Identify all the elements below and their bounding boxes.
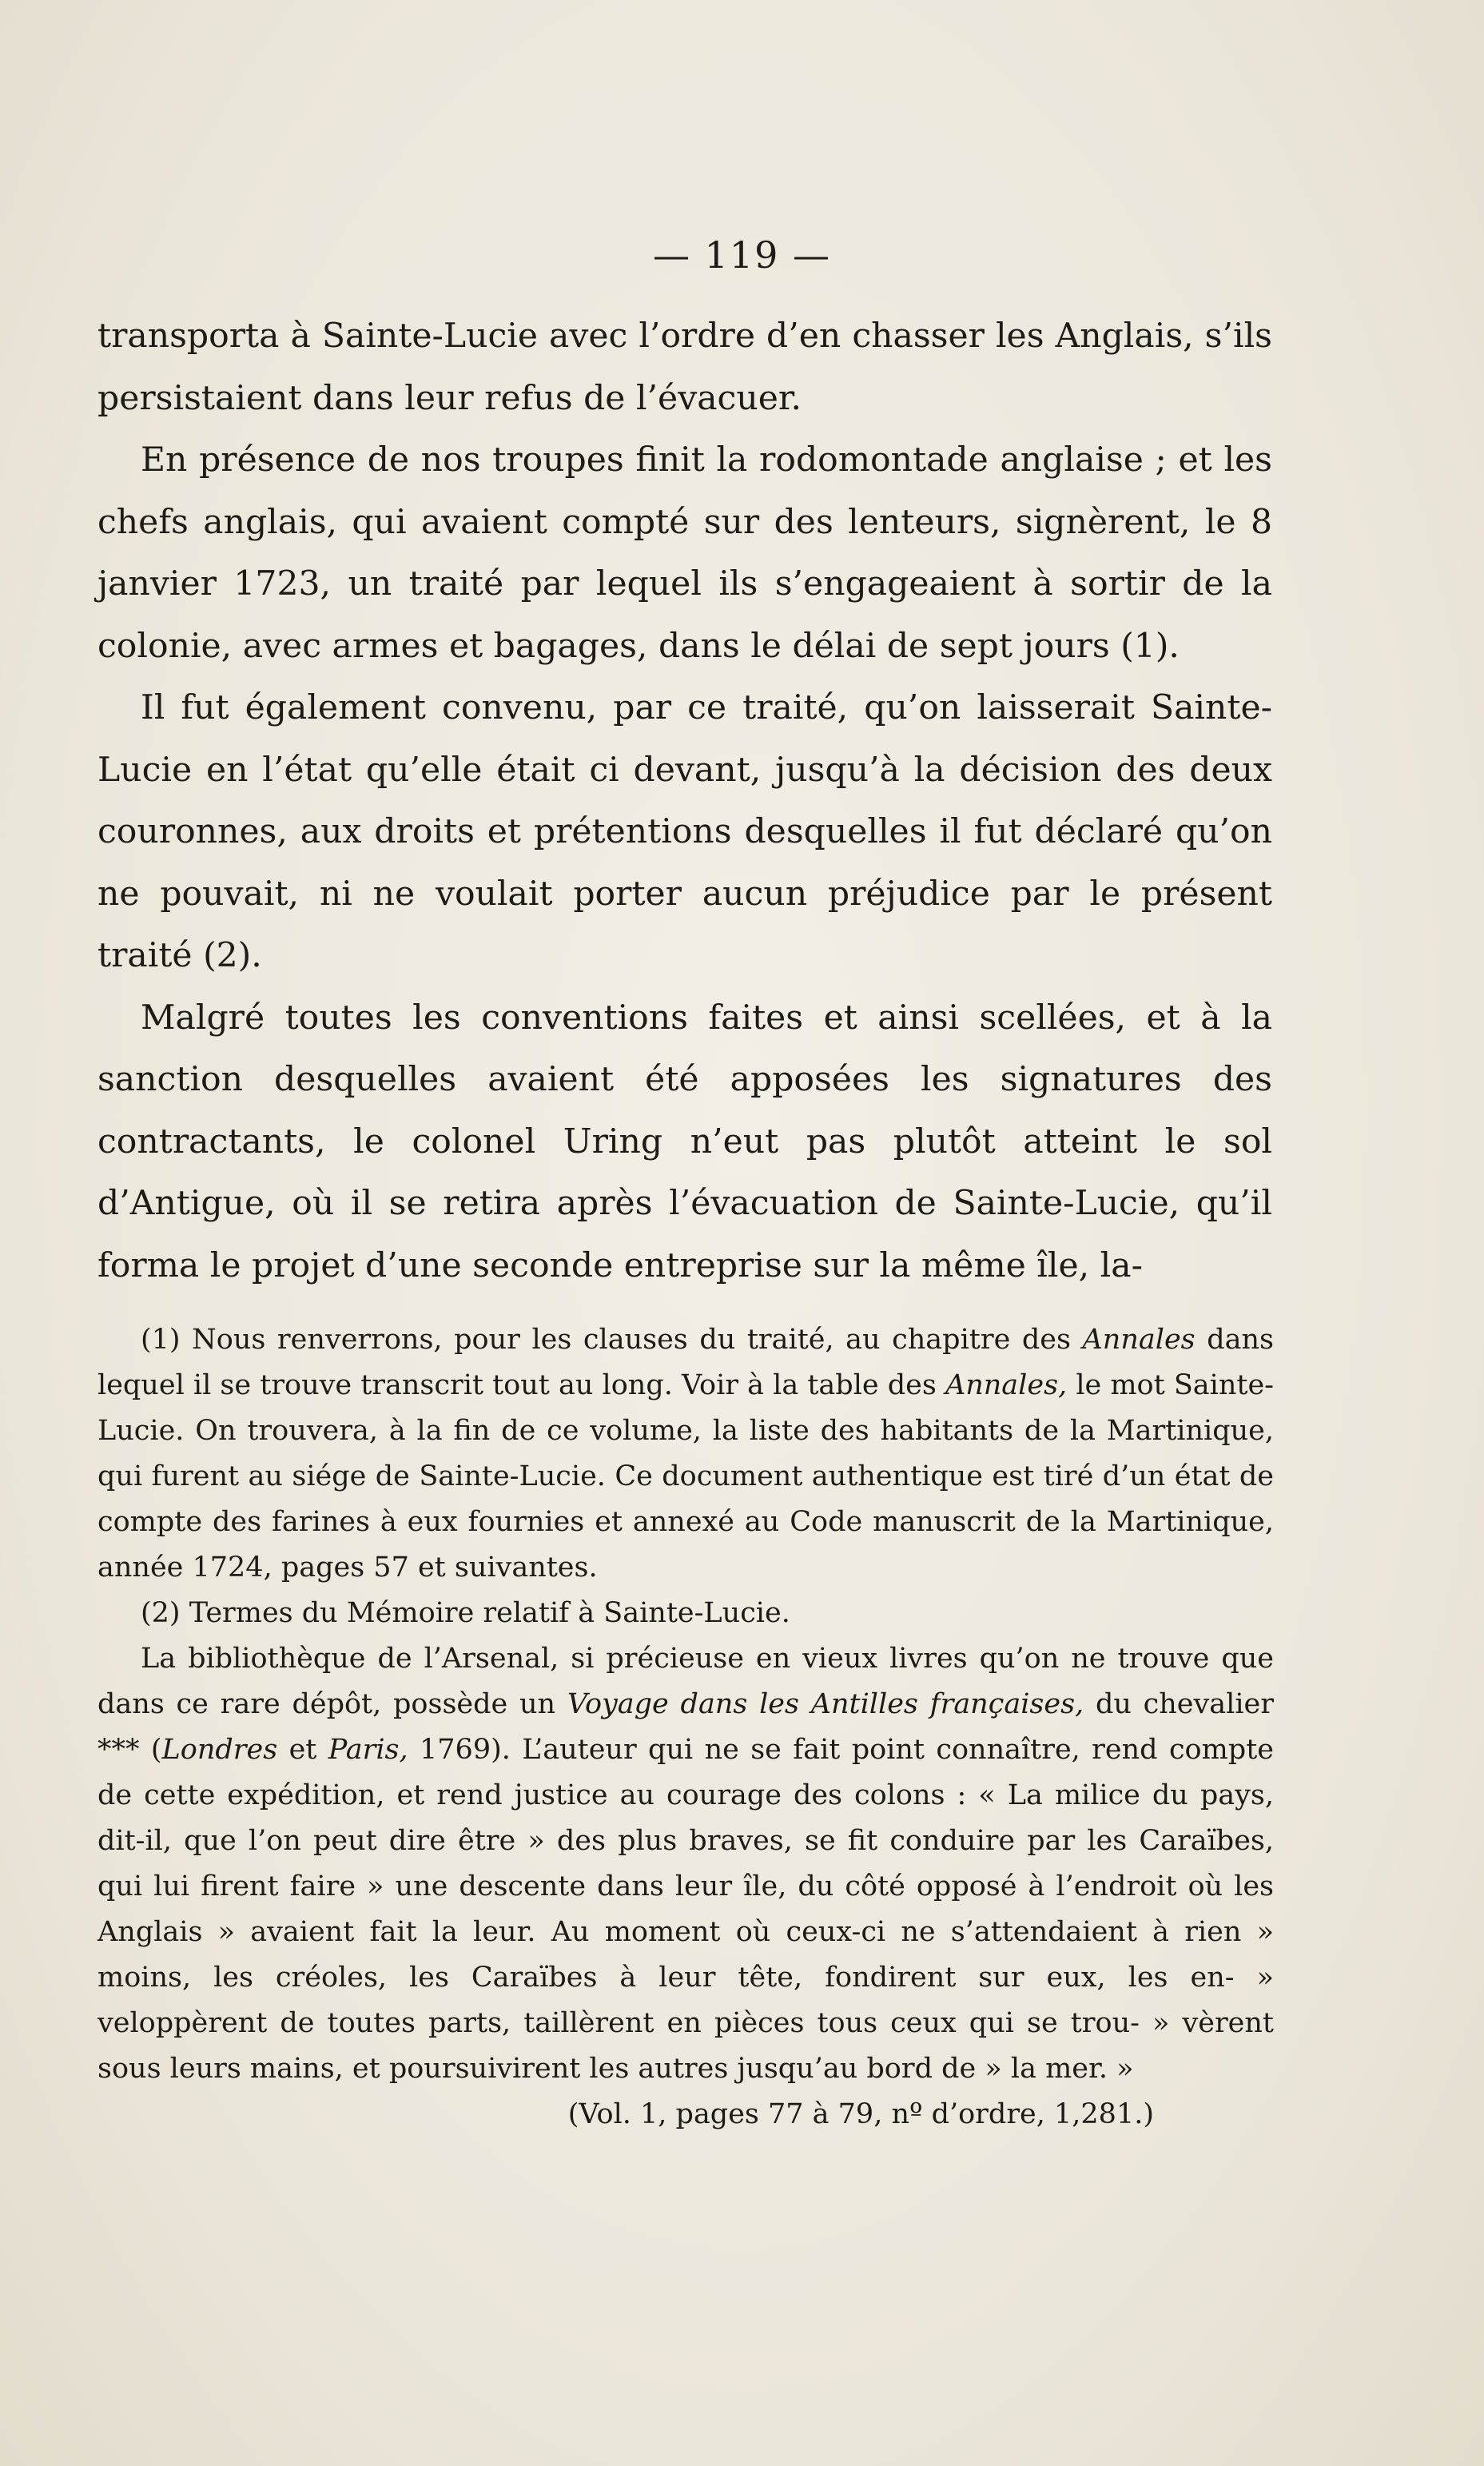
- footnote-1-emphasis-a: Annales: [1082, 1324, 1196, 1356]
- footnote-reference: (Vol. 1, pages 77 à 79, nº d’ordre, 1,281.): [567, 2098, 1154, 2130]
- footnote-3-text-b: du chevalier *** (: [97, 1688, 1274, 1766]
- footnote-3-emphasis-london: Londres: [161, 1734, 278, 1766]
- paragraph-1: transporta à Sainte-Lucie avec l’ordre d’en chasser les Anglais, s’ils persistaient dans leur refus de l’évacuer.: [97, 317, 1272, 418]
- footnote-1: [97, 1317, 1274, 1591]
- footnote-3-emphasis-paris: Paris,: [328, 1734, 408, 1766]
- footnote-1-text-b: dans lequel il se trouve transcrit tout au long. Voir à la table des: [97, 1324, 1274, 1401]
- footnote-1-text-c: le mot Sainte-Lucie. On trouvera, à la fin de ce volume, la liste des habitants de la Martinique, qui furent au siége de Sainte-Lucie. Ce document authentique est tiré d’un état de compte des farines à eux fournies et annexé au Code manuscrit de la Martinique, année 1724, pages 57 et suivantes.: [97, 1369, 1274, 1584]
- footnote-1-emphasis-b: Annales,: [945, 1369, 1068, 1401]
- footnote-2: (2) Termes du Mémoire relatif à Sainte-Lucie.: [141, 1597, 790, 1629]
- footnote-3-text-c: et: [288, 1734, 317, 1766]
- footnote-3: [97, 1636, 1274, 2092]
- footnote-3-text-d: 1769). L’auteur qui ne se fait point connaître, rend compte de cette expédition, et rend justice au courage des colons : « La milice du pays, dit-il, que l’on peut dire être » des plus braves, se fit conduire par les Caraïbes, qui lui firent faire » une descente dans leur île, du côté opposé à l’endroit où les Anglais » avaient fait la leur. Au moment où ceux-ci ne s’attendaient à rien » moins, les créoles, les Caraïbes à leur tête, fondirent sur eux, les en- » veloppèrent de toutes parts, taillèrent en pièces tous ceux qui se trou- » vèrent sous leurs mains, et poursuivirent les autres jusqu’au bord de » la mer. »: [97, 1734, 1274, 2085]
- footnote-3-emphasis-title: Voyage dans les Antilles françaises,: [567, 1688, 1084, 1720]
- footnote-1-text-a: (1) Nous renverrons, pour les clauses du traité, au chapitre des: [141, 1324, 1071, 1356]
- footnote-3-text-a: La bibliothèque de l’Arsenal, si précieuse en vieux livres qu’on ne trouve que dans ce rare dépôt, possède un: [97, 1643, 1274, 1720]
- paragraph-2: En présence de nos troupes finit la rodomontade anglaise ; et les chefs anglais, qui avaient compté sur des lenteurs, signèrent, le 8 janvier 1723, un traité par lequel ils s’engageaient à sortir de la colonie, avec armes et bagages, dans le délai de sept jours (1).: [97, 440, 1272, 666]
- paragraph-3: Il fut également convenu, par ce traité, qu’on laisserait Sainte-Lucie en l’état qu’elle était ci devant, jusqu’à la décision des deux couronnes, aux droits et prétentions desquelles il fut déclaré qu’on ne pouvait, ni ne voulait porter aucun préjudice par le présent traité (2).: [97, 688, 1272, 975]
- page-number: — 119 —: [652, 233, 832, 277]
- footnotes: [97, 1317, 1274, 2137]
- main-text: [97, 305, 1272, 1297]
- paragraph-4: Malgré toutes les conventions faites et ainsi scellées, et à la sanction desquelles avaient été apposées les signatures des contractants, le colonel Uring n’eut pas plutôt atteint le sol d’Antigue, où il se retira après l’évacuation de Sainte-Lucie, qu’il forma le projet d’une seconde entreprise sur la même île, la-: [97, 998, 1272, 1285]
